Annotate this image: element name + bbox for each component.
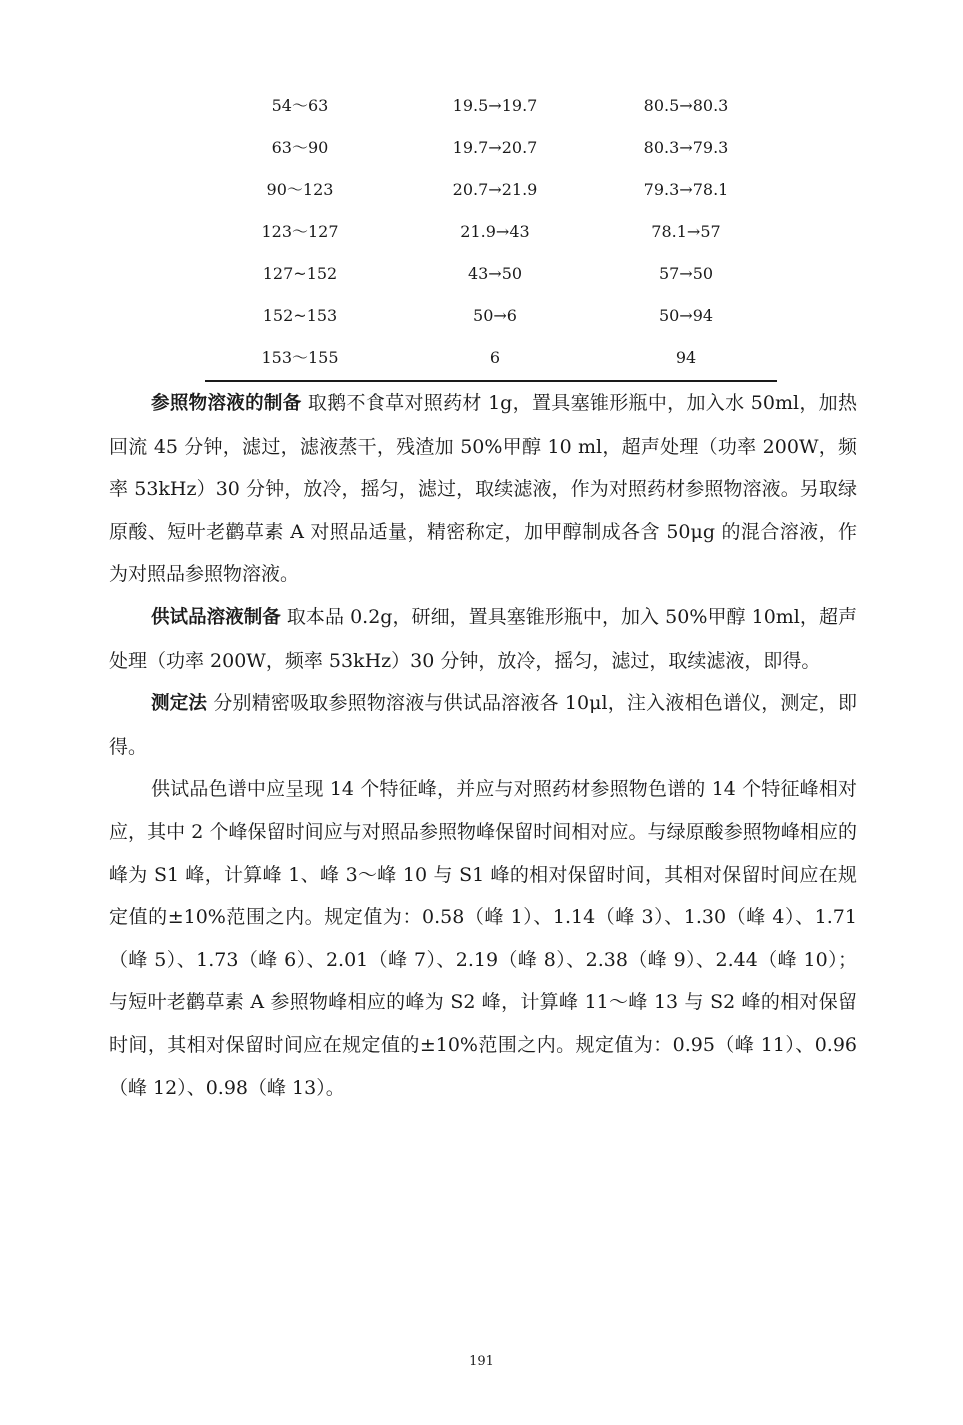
mobile-phase-a-cell: 19.5→19.7 xyxy=(452,96,538,115)
test-solution-text: 取本品 0.2g，研细，置具塞锥形瓶中，加入 50%甲醇 10ml，超声处理（功率 200W，频率 53kHz）30 分钟，放冷，摇匀，滤过，取续滤液，即得。 xyxy=(109,605,857,672)
mobile-phase-a-cell: 43→50 xyxy=(467,264,523,283)
mobile-phase-a-cell: 21.9→43 xyxy=(460,222,530,241)
table-row xyxy=(205,211,777,253)
gradient-table xyxy=(205,85,777,382)
page-number: 191 xyxy=(469,1354,494,1369)
table-row xyxy=(205,85,777,127)
mobile-phase-a-cell: 50→6 xyxy=(473,306,517,325)
time-cell: 54～63 xyxy=(271,96,329,115)
table-row xyxy=(205,295,777,337)
mobile-phase-b-cell: 50→94 xyxy=(658,306,714,325)
criteria-paragraph xyxy=(109,768,857,1109)
reference-solution-text: 取鹅不食草对照药材 1g，置具塞锥形瓶中，加入水 50ml，加热回流 45 分钟，滤过，滤液蒸干，残渣加 50%甲醇 10 ml，超声处理（功率 200W，频率 53kHz）30 分钟，放冷，摇匀，滤过，取续滤液，作为对照药材参照物溶液。另取绿原酸、短叶老鹳草素 A 对照品适量，精密称定，加甲醇制成各含 50μg 的混合溶液，作为对照品参照物溶液。 xyxy=(109,392,857,586)
time-cell: 152~153 xyxy=(262,306,338,325)
time-cell: 153～155 xyxy=(261,348,339,367)
method-heading: 测定法 xyxy=(151,693,208,715)
mobile-phase-b-cell: 80.3→79.3 xyxy=(643,138,729,157)
mobile-phase-b-cell: 80.5→80.3 xyxy=(643,96,729,115)
table-row xyxy=(205,127,777,169)
table-row xyxy=(205,253,777,295)
mobile-phase-a-cell: 20.7→21.9 xyxy=(452,180,538,199)
test-solution-heading: 供试品溶液制备 xyxy=(151,606,281,628)
mobile-phase-b-cell: 78.1→57 xyxy=(651,222,721,241)
criteria-text: 供试品色谱中应呈现 14 个特征峰，并应与对照药材参照物色谱的 14 个特征峰相对应，其中 2 个峰保留时间应与对照品参照物峰保留时间相对应。与绿原酸参照物峰相应的峰为 S1 峰，计算峰 1、峰 3～峰 10 与 S1 峰的相对保留时间，其相对保留时间应在规定值的±10%范围之内。规定值为：0.58（峰 1）、1.14（峰 3）、1.30（峰 4）、1.71（峰 5）、1.73（峰 6）、2.01（峰 7）、2.19（峰 8）、2.38（峰 9）、2.44（峰 10）；与短叶老鹳草素 A 参照物峰相应的峰为 S2 峰，计算峰 11～峰 13 与 S2 峰的相对保留时间，其相对保留时间应在规定值的±10%范围之内。规定值为：0.95（峰 11）、0.96（峰 12）、0.98（峰 13）。 xyxy=(109,778,857,1099)
mobile-phase-a-cell: 19.7→20.7 xyxy=(452,138,538,157)
mobile-phase-a-cell: 6 xyxy=(489,348,501,367)
method-paragraph xyxy=(109,682,857,768)
time-cell: 63～90 xyxy=(271,138,329,157)
table-body xyxy=(205,85,777,379)
time-cell: 90～123 xyxy=(266,180,334,199)
body-text xyxy=(109,382,857,1109)
mobile-phase-b-cell: 94 xyxy=(675,348,697,367)
table-row xyxy=(205,169,777,211)
reference-solution-paragraph xyxy=(109,382,857,596)
mobile-phase-b-cell: 79.3→78.1 xyxy=(643,180,729,199)
time-cell: 127~152 xyxy=(262,264,338,283)
method-text: 分别精密吸取参照物溶液与供试品溶液各 10μl，注入液相色谱仪，测定，即得。 xyxy=(109,692,857,758)
mobile-phase-b-cell: 57→50 xyxy=(658,264,714,283)
table-row xyxy=(205,337,777,379)
test-solution-paragraph xyxy=(109,596,857,682)
time-cell: 123～127 xyxy=(261,222,339,241)
reference-solution-heading: 参照物溶液的制备 xyxy=(151,393,302,414)
